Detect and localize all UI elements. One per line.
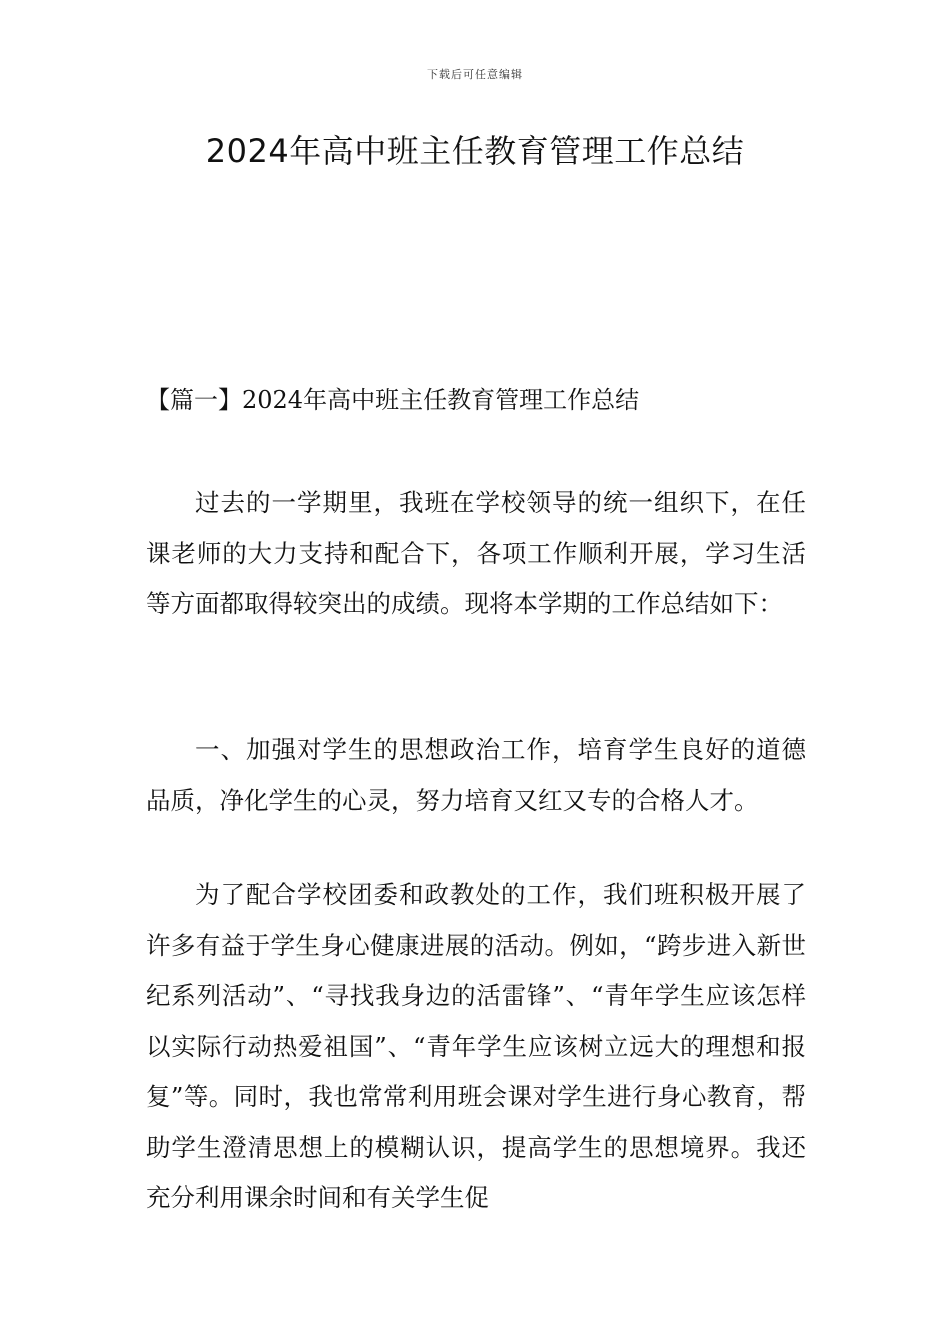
section-heading: 【篇一】2024年高中班主任教育管理工作总结 bbox=[146, 386, 640, 414]
paragraph-activities: 为了配合学校团委和政教处的工作，我们班积极开展了许多有益于学生身心健康进展的活动。例如，“跨步进入新世纪系列活动”、“寻找我身边的活雷锋”、“青年学生应该怎样以实际行动热爱祖国”、“青年学生应该树立远大的理想和报复”等。同时，我也常常利用班会课对学生进行身心教育，帮助学生澄清思想上的模糊认识，提高学生的思想境界。我还充分利用课余时间和有关学生促 bbox=[146, 880, 806, 1212]
header-note: 下载后可任意编辑 bbox=[427, 68, 523, 81]
document-title: 2024年高中班主任教育管理工作总结 bbox=[205, 132, 745, 170]
paragraph-point-one: 一、加强对学生的思想政治工作，培育学生良好的道德品质，净化学生的心灵，努力培育又红又专的合格人才。 bbox=[146, 735, 806, 815]
paragraph-intro: 过去的一学期里，我班在学校领导的统一组织下，在任课老师的大力支持和配合下，各项工作顺利开展，学习生活等方面都取得较突出的成绩。现将本学期的工作总结如下： bbox=[146, 488, 806, 618]
